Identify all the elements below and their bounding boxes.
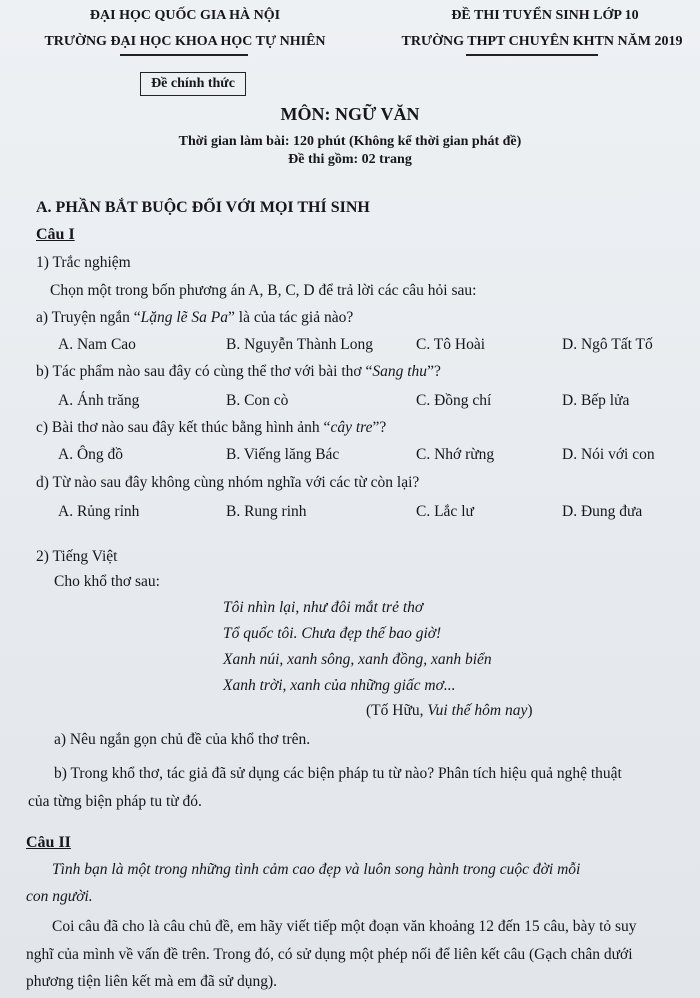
part-1-label: 1) Trắc nghiệm <box>36 254 131 271</box>
header-left-rule <box>120 54 248 56</box>
option-d: D. Nói với con <box>562 446 655 463</box>
option-c: C. Đồng chí <box>416 392 492 409</box>
task-text: nghĩ của mình về vấn đề trên. Trong đó, có sử dụng một phép nối để liên kết câu (Gạch chân dưới <box>26 946 633 963</box>
university-name: ĐẠI HỌC QUỐC GIA HÀ NỘI <box>89 8 281 23</box>
option-a: A. Ánh trăng <box>58 392 140 409</box>
question-c: c) Bài thơ nào sau đây kết thúc bằng hình ảnh “cây tre”? <box>36 419 387 436</box>
header-right-rule <box>466 54 598 56</box>
question-2-label: Câu II <box>26 834 71 851</box>
exam-duration: Thời gian làm bài: 120 phút (Không kể thời gian phát đề) <box>178 134 522 149</box>
poem-intro: Cho khổ thơ sau: <box>54 573 160 590</box>
subject-title: MÔN: NGỮ VĂN <box>280 104 420 124</box>
option-d: D. Ngô Tất Tố <box>562 336 653 353</box>
option-b: B. Con cò <box>226 392 289 409</box>
topic-sentence-cont: con người. <box>26 888 93 905</box>
option-a: A. Nam Cao <box>58 336 136 353</box>
question-b: b) Tác phẩm nào sau đây có cùng thể thơ với bài thơ “Sang thu”? <box>36 363 441 380</box>
official-stamp: Đề chính thức <box>140 72 246 96</box>
option-c: C. Tô Hoài <box>416 336 486 353</box>
option-d: D. Bếp lửa <box>562 392 630 409</box>
option-a: A. Rủng rỉnh <box>58 503 140 520</box>
section-a-title: A. PHẦN BẮT BUỘC ĐỐI VỚI MỌI THÍ SINH <box>36 199 370 216</box>
question-1-label: Câu I <box>36 226 75 243</box>
option-a: A. Ông đồ <box>58 446 124 463</box>
poem-source: (Tố Hữu, Vui thế hôm nay) <box>366 702 533 719</box>
option-c: C. Lắc lư <box>416 503 474 520</box>
topic-sentence: Tình bạn là một trong những tình cảm cao đẹp và luôn song hành trong cuộc đời mỗi <box>52 861 581 878</box>
task-b-cont: của từng biện pháp tu từ đó. <box>28 793 202 810</box>
option-d: D. Đung đưa <box>562 503 643 520</box>
poem-line: Tôi nhìn lại, như đôi mắt trẻ thơ <box>223 599 424 616</box>
poem-line: Xanh núi, xanh sông, xanh đồng, xanh biển <box>223 651 492 668</box>
school-name: TRƯỜNG THPT CHUYÊN KHTN NĂM 2019 <box>401 34 683 49</box>
option-b: B. Nguyễn Thành Long <box>226 336 373 353</box>
poem-line: Tổ quốc tôi. Chưa đẹp thế bao giờ! <box>223 625 442 642</box>
option-c: C. Nhớ rừng <box>416 446 495 463</box>
task-b: b) Trong khổ thơ, tác giả đã sử dụng các biện pháp tu từ nào? Phân tích hiệu quả nghệ thuật <box>54 765 622 782</box>
question-d: d) Từ nào sau đây không cùng nhóm nghĩa với các từ còn lại? <box>36 474 420 491</box>
poem-line: Xanh trời, xanh của những giấc mơ... <box>223 677 456 694</box>
exam-title: ĐỀ THI TUYỂN SINH LỚP 10 <box>451 8 639 23</box>
part-2-label: 2) Tiếng Việt <box>36 548 118 565</box>
question-a: a) Truyện ngắn “Lặng lẽ Sa Pa” là của tác giả nào? <box>36 309 354 326</box>
instruction-text: Chọn một trong bốn phương án A, B, C, D để trả lời các câu hỏi sau: <box>50 282 477 299</box>
task-a: a) Nêu ngắn gọn chủ đề của khổ thơ trên. <box>54 731 311 748</box>
task-text: phương tiện liên kết mà em đã sử dụng). <box>26 973 277 990</box>
page-count: Đề thi gồm: 02 trang <box>288 152 412 167</box>
option-b: B. Rung rinh <box>226 503 307 520</box>
option-b: B. Viếng lăng Bác <box>226 446 340 463</box>
faculty-name: TRƯỜNG ĐẠI HỌC KHOA HỌC TỰ NHIÊN <box>44 34 326 49</box>
task-text: Coi câu đã cho là câu chủ đề, em hãy viết tiếp một đoạn văn khoảng 12 đến 15 câu, bày tỏ suy <box>52 918 637 935</box>
